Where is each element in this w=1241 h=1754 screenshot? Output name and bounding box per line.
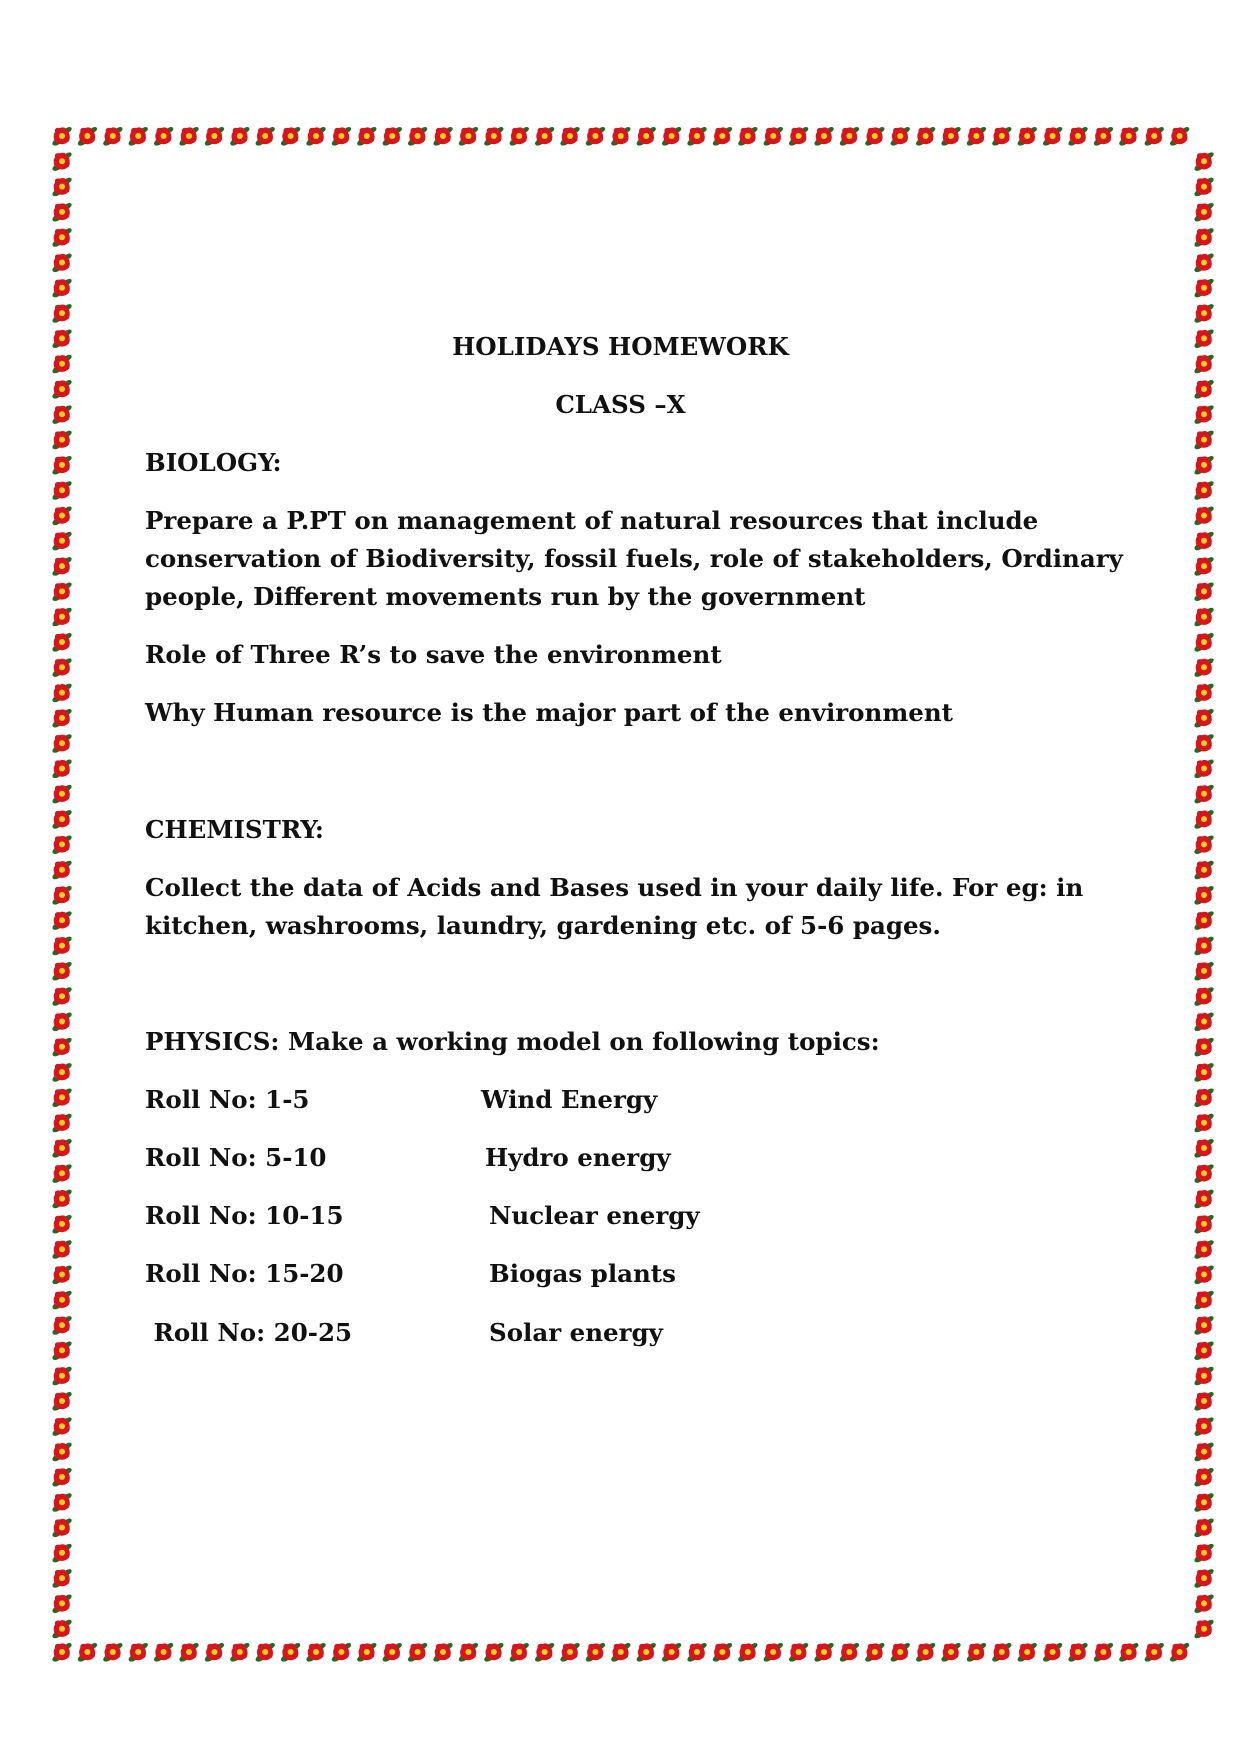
document-title: HOLIDAYS HOMEWORK	[452, 332, 789, 361]
physics-heading: PHYSICS: Make a working model on following topics:	[145, 1027, 880, 1056]
chemistry-task-line: Collect the data of Acids and Bases used in your daily life. For eg: in	[145, 873, 1084, 902]
biology-item-three-rs: Role of Three R’s to save the environment	[145, 640, 722, 669]
roll-range: Roll No: 20-25	[145, 1318, 353, 1347]
roll-range: Roll No: 1-5	[145, 1085, 310, 1114]
chemistry-heading: CHEMISTRY:	[145, 815, 324, 844]
model-topic: Solar energy	[489, 1318, 663, 1347]
roll-range: Roll No: 10-15	[145, 1201, 344, 1230]
biology-item-human-resource: Why Human resource is the major part of the environment	[145, 698, 953, 727]
roll-range: Roll No: 5-10	[145, 1143, 327, 1172]
model-topic: Wind Energy	[481, 1085, 658, 1114]
biology-task-line: conservation of Biodiversity, fossil fuels, role of stakeholders, Ordinary	[145, 544, 1123, 573]
model-topic: Nuclear energy	[489, 1201, 700, 1230]
biology-task-line: people, Different movements run by the government	[145, 582, 866, 611]
biology-task-line: Prepare a P.PT on management of natural resources that include	[145, 506, 1039, 535]
roll-range: Roll No: 15-20	[145, 1259, 344, 1288]
model-topic: Hydro energy	[485, 1143, 671, 1172]
model-topic: Biogas plants	[489, 1259, 676, 1288]
class-label: CLASS –X	[555, 390, 686, 419]
biology-heading: BIOLOGY:	[145, 448, 282, 477]
chemistry-task-line: kitchen, washrooms, laundry, gardening etc. of 5-6 pages.	[145, 911, 941, 940]
